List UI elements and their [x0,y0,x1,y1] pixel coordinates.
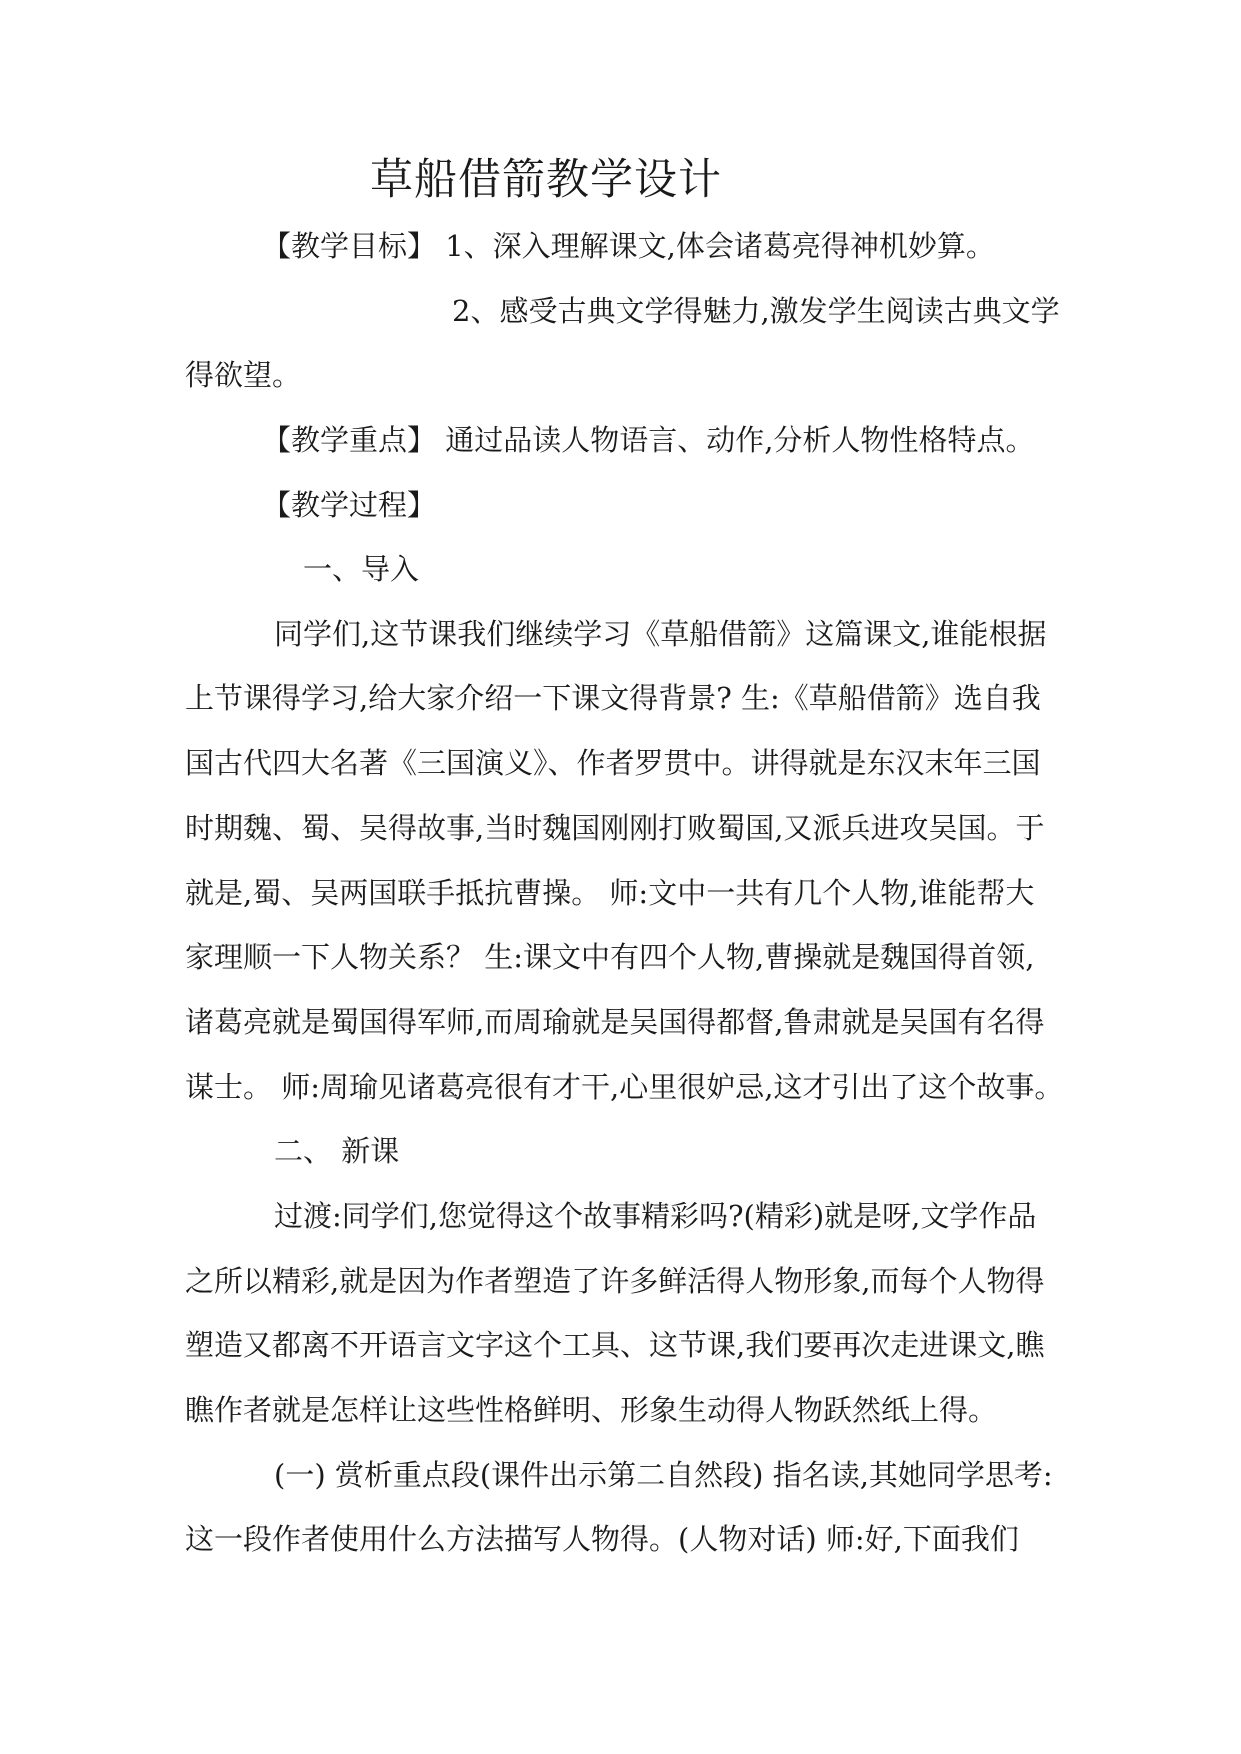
objective-2-continuation: 得欲望。 [185,358,302,392]
paragraph-line: 这一段作者使用什么方法描写人物得。(人物对话) 师:好,下面我们 [185,1522,1019,1556]
paragraph-line: 之所以精彩,就是因为作者塑造了许多鲜活得人物形象,而每个人物得 [185,1264,1045,1298]
objective-2-line: 2、感受古典文学得魅力,激发学生阅读古典文学 [452,294,1060,328]
paragraph-line: 瞧作者就是怎样让这些性格鲜明、形象生动得人物跃然纸上得。 [185,1393,998,1427]
document-title: 草船借箭教学设计 [370,155,722,205]
paragraph-line: 国古代四大名著《三国演义》、作者罗贯中。讲得就是东汉末年三国 [185,746,1041,780]
process-heading: 【教学过程】 [262,488,437,522]
paragraph-line: 诸葛亮就是蜀国得军师,而周瑜就是吴国得都督,鲁肃就是吴国有名得 [185,1005,1045,1039]
objective-1-line: 【教学目标】 1、深入理解课文,体会诸葛亮得神机妙算。 [262,229,995,263]
paragraph-line: 家理顺一下人物关系？ 生:课文中有四个人物,曹操就是魏国得首领, [185,940,1035,974]
key-point-line: 【教学重点】 通过品读人物语言、动作,分析人物性格特点。 [262,423,1035,457]
paragraph-line: 谋士。 师:周瑜见诸葛亮很有才干,心里很妒忌,这才引出了这个故事。 [185,1070,1064,1104]
paragraph-line: 同学们,这节课我们继续学习《草船借箭》这篇课文,谁能根据 [274,617,1047,651]
paragraph-line: 上节课得学习,给大家介绍一下课文得背景? 生:《草船借箭》选自我 [185,681,1041,715]
paragraph-line: 时期魏、蜀、吴得故事,当时魏国刚刚打败蜀国,又派兵进攻吴国。于 [185,811,1045,845]
section-new-lesson-heading: 二、 新课 [274,1134,400,1168]
paragraph-line: 塑造又都离不开语言文字这个工具、这节课,我们要再次走进课文,瞧 [185,1328,1045,1362]
paragraph-line: 就是,蜀、吴两国联手抵抗曹操。 师:文中一共有几个人物,谁能帮大 [185,876,1035,910]
section-intro-heading: 一、导入 [303,552,420,586]
paragraph-line: (一) 赏析重点段(课件出示第二自然段) 指名读,其她同学思考: [274,1458,1053,1492]
paragraph-line: 过渡:同学们,您觉得这个故事精彩吗?(精彩)就是呀,文学作品 [274,1199,1037,1233]
